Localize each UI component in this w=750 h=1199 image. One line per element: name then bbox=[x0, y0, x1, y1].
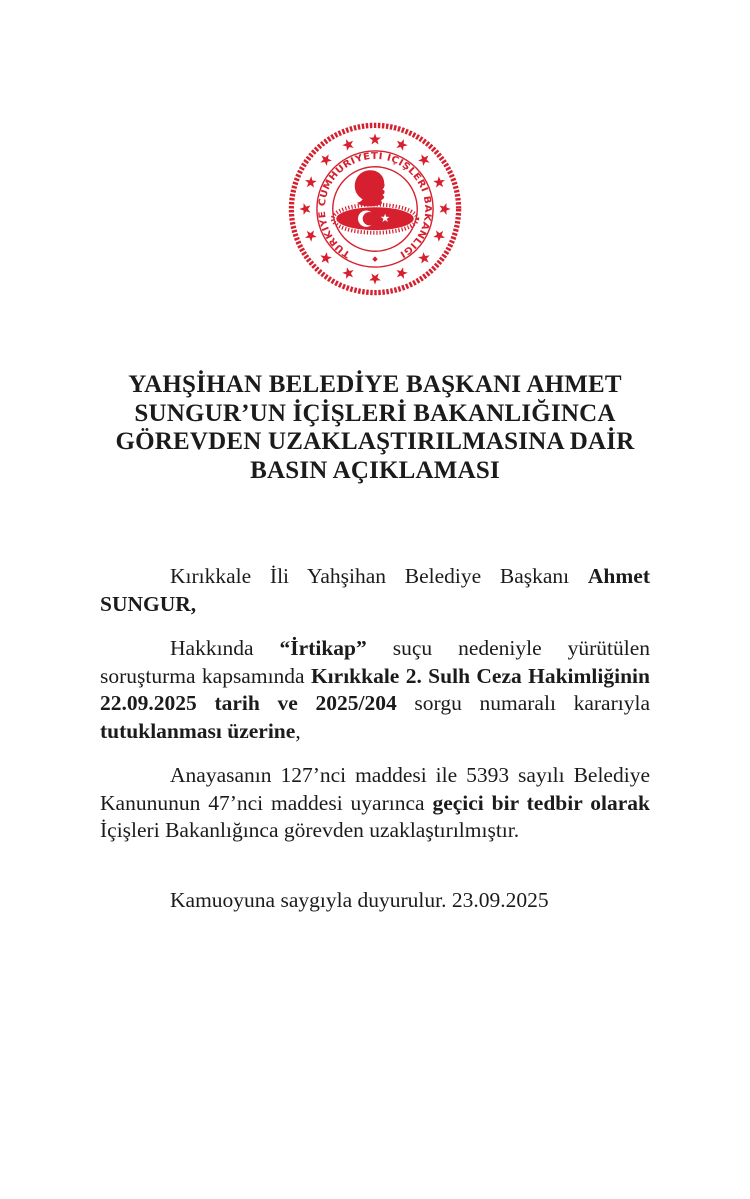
seal-ring-text: TÜRKİYE CUMHURİYETİ İÇİŞLERİ BAKANLIĞI bbox=[316, 150, 434, 260]
press-release-screenshot bbox=[0, 121, 750, 1199]
document-page bbox=[0, 121, 750, 1199]
ministry-seal-icon bbox=[287, 121, 463, 297]
ataturk-silhouette-icon bbox=[355, 170, 385, 206]
seal-diamond bbox=[372, 256, 377, 261]
paragraph-arrest-decision: Hakkında “İrtikap” suçu nedeniyle yürütülen soruşturma kapsamında Kırıkkale 2. Sulh Ceza Hakimliğinin 22.09.2025 tarih ve 2025/204 sorgu numaralı kararıyla tutuklanması üzerine, bbox=[100, 636, 651, 743]
paragraph-suspension-measure: Anayasanın 127’nci maddesi ile 5393 sayılı Belediye Kanununun 47’nci maddesi uyarınca geçici bir tedbir olarak İçişleri Bakanlığınca görevden uzaklaştırılmıştır. bbox=[100, 763, 650, 842]
ministry-seal bbox=[287, 121, 463, 297]
document-title: YAHŞİHAN BELEDİYE BAŞKANI AHMET SUNGUR’UN İÇİŞLERİ BAKANLIĞINCA GÖREVDEN UZAKLAŞTIRILMASINA DAİR BASIN AÇIKLAMASI bbox=[115, 371, 635, 484]
paragraph-mayor-identity: Kırıkkale İli Yahşihan Belediye Başkanı Ahmet SUNGUR, bbox=[100, 564, 650, 616]
document-body bbox=[100, 563, 650, 914]
closing-line: Kamuoyuna saygıyla duyurulur. 23.09.2025 bbox=[170, 887, 549, 912]
